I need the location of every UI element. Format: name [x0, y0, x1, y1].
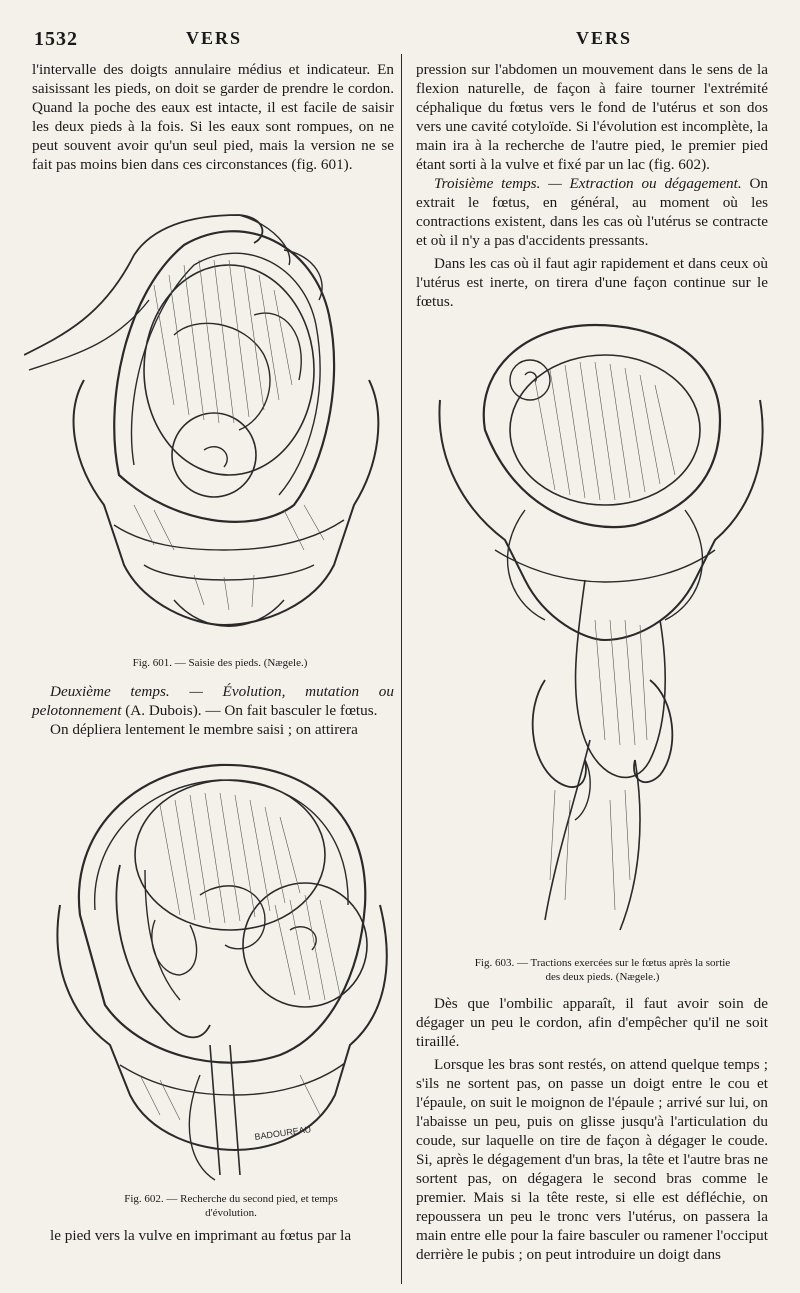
left-paragraph-4-text: le pied vers la vulve en imprimant au fœtus par la	[50, 1227, 352, 1244]
deuxieme-temps-text: (A. Dubois). — On fait basculer le fœtus.	[121, 702, 378, 719]
engraver-signature: BADOUREAU	[253, 1124, 312, 1142]
right-paragraphs-bottom	[416, 994, 768, 1264]
figure-601-caption: Fig. 601. — Saisie des pieds. (Nægele.)	[132, 657, 308, 669]
left-paragraph-4	[32, 1226, 394, 1245]
deuxieme-temps-heading: Deuxième temps. — Évolution, mutation ou pelotonnement	[32, 683, 394, 719]
figure-603-illustration	[435, 320, 770, 940]
troisieme-temps-heading: Troisième temps. — Extraction ou dégagement.	[434, 175, 742, 192]
running-head-right: VERS	[576, 28, 633, 48]
figure-602-illustration	[50, 745, 395, 1185]
figure-603-caption-line-2: des deux pieds. (Nægele.)	[545, 971, 660, 983]
figure-601-illustration	[24, 205, 394, 650]
left-paragraph-2	[32, 682, 394, 739]
figure-602-caption-line-2: d'évolution.	[205, 1207, 257, 1219]
figure-602-caption-line-1: Fig. 602. — Recherche du second pied, et temps	[124, 1193, 338, 1205]
right-paragraph-4: Dès que l'ombilic apparaît, il faut avoir soin de dégager un peu le cordon, afin d'empêcher qu'il ne soit tiraillé.	[416, 995, 768, 1050]
running-head-left: VERS	[186, 28, 243, 48]
figure-602-caption	[76, 1192, 386, 1220]
figure-603-caption	[430, 956, 775, 984]
right-paragraph-5: Lorsque les bras sont restés, on attend quelque temps ; s'ils ne sortent pas, on passe un doigt entre le cou et l'épaule, on suit le moignon de l'épaule ; arrivé sur lui, on l'abaisse un peu, puis on glisse jusqu'à l'articulation du coude, sur laquelle on tire de façon à dégager le coude. Si, après le dégagement d'un bras, la tête et l'autre bras ne sortent pas, on dégagera le second bras comme le premier. Mais si la tête reste, si elle est défléchie, on repoussera un peu le tronc vers l'utérus, on passera la main entre elle pour la faire basculer ou ramener l'occiput derrière le pubis ; on peut introduire un doigt dans	[416, 1056, 768, 1263]
left-paragraph-1-text: l'intervalle des doigts annulaire médius et indicateur. En saisissant les pieds, on doit se garder de prendre le cordon. Quand la poche des eaux est intacte, il est facile de saisir les deux pieds à la fois. Si les eaux sont rompues, on ne peut souvent avoir qu'un seul pied, mais la version ne se fait pas moins bien dans ces circonstances (fig. 601).	[32, 61, 394, 173]
left-paragraph-3: On dépliera lentement le membre saisi ; on attirera	[50, 721, 358, 738]
troisieme-temps-text: On extrait le fœtus, en général, au moment où les contractions existent, dans les cas où l'utérus se contracte et où il n'y a pas d'accidents pressants.	[416, 175, 768, 249]
right-paragraphs-top	[416, 60, 768, 311]
page-number: 1532	[34, 28, 78, 50]
running-header	[0, 28, 800, 54]
left-paragraph-1	[32, 60, 394, 174]
right-paragraph-1: pression sur l'abdomen un mouvement dans le sens de la flexion naturelle, de façon à faire tourner l'extrémité céphalique du fœtus vers le fond de l'utérus et son dos vers une cavité cotyloïde. Si l'évolution est incomplète, la main ira à la recherche de l'autre pied, le premier pied étant sorti à la vulve et fixé par un lac (fig. 602).	[416, 61, 768, 173]
right-paragraph-3: Dans les cas où il faut agir rapidement et dans ceux où l'utérus est inerte, on tirera d'une façon continue sur le fœtus.	[416, 255, 768, 310]
figure-603-caption-line-1: Fig. 603. — Tractions exercées sur le fœtus après la sortie	[474, 957, 731, 969]
column-divider	[401, 54, 402, 1284]
